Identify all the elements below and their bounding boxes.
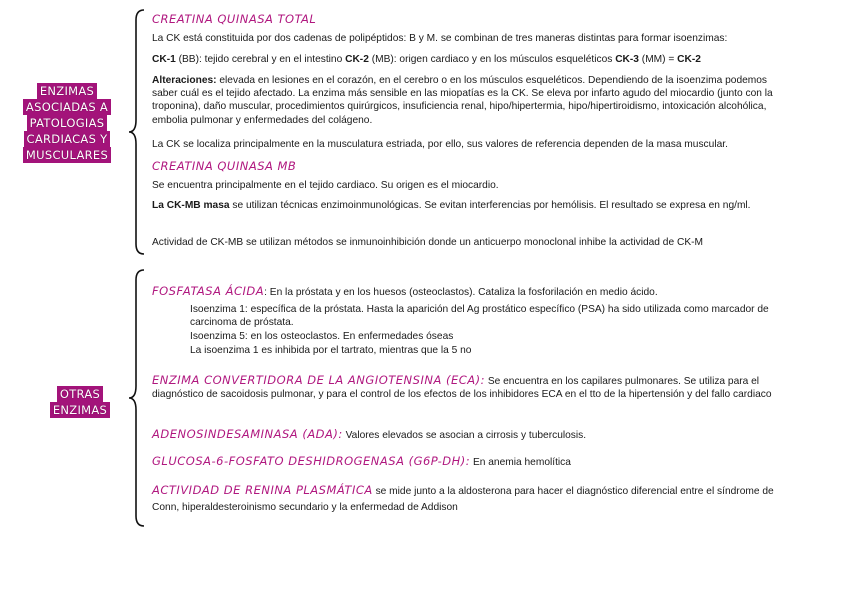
fosfatasa-title: FOSFATASA ÁCIDA (152, 284, 265, 298)
ck-total-intro: La CK está constituida por dos cadenas de polipéptidos: B y M. se combinan de tres maneras distintas para formar isoenzimas: (152, 33, 728, 44)
g6pdh-block (152, 455, 792, 469)
label-line: OTRAS (57, 386, 103, 402)
fosfatasa-iso1: Isoenzima 1: específica de la próstata. Hasta la aparición del Ag prostático específico (PSA) ha sido utilizada como marcador de carcinoma de próstata. (190, 304, 769, 329)
brace-bottom (128, 268, 146, 528)
label-line: ENZIMAS (37, 83, 97, 99)
label-line: PATOLOGIAS (27, 115, 108, 131)
renina-title: ACTIVIDAD DE RENINA PLASMÁTICA (152, 483, 373, 497)
alteraciones-text: elevada en lesiones en el corazón, en el cerebro o en los músculos esqueléticos. Dependiendo de la isoenzima podemos saber cuál es el tejido afectado. La enzima más sensible en las miopatías es la CK. Se eleva por infarto agudo del miocardio (junto con la troponina), daño muscular, procedimientos quirúrgicos, insuficiencia renal, hipo/hipertermia, hipo/hipertiroidismo, intoxicación alcohólica, embolia pulmonar y enfermedades del colágeno. (152, 75, 773, 126)
ck-mb-masa-label: La CK-MB masa (152, 200, 230, 211)
ck2-text: (MB): origen cardiaco y en los músculos esqueléticos (368, 54, 616, 65)
ck3-eq: CK-2 (677, 54, 701, 65)
ck2-label: CK-2 (345, 54, 369, 65)
ck-location: La CK se localiza principalmente en la musculatura estriada, por ello, sus valores de referencia dependen de la masa muscular. (152, 139, 728, 150)
label-line: ENZIMAS (50, 402, 110, 418)
ada-title: ADENOSINDESAMINASA (ADA): (152, 427, 343, 441)
eca-block (152, 374, 792, 401)
label-line: MUSCULARES (23, 147, 111, 163)
label-line: ASOCIADAS A (23, 99, 111, 115)
g6pdh-title: GLUCOSA-6-FOSFATO DESHIDROGENASA (G6P-DH): (152, 454, 471, 468)
ada-text: Valores elevados se asocian a cirrosis y tuberculosis. (342, 430, 587, 441)
ck-mb-activity: Actividad de CK-MB se utilizan métodos se inmunoinhibición donde un anticuerpo monoclonal inhibe la actividad de CK-M (152, 237, 704, 248)
eca-text: Se encuentra en los capilares pulmonares. Se utiliza para el diagnóstico de sacoidosis pulmonar, y para el control de los efectos de los inhibidores ECA en el tto de la hipertensión y del fallo cardiaco (152, 376, 772, 401)
brace-top (128, 8, 146, 256)
ck-isoenzymes (152, 53, 792, 66)
ck3-text: (MM) = (638, 54, 678, 65)
ck-total-title: CREATINA QUINASA TOTAL (152, 12, 317, 26)
ck-mb-masa (152, 199, 792, 212)
fosfatasa-block (152, 285, 792, 299)
ck-mb-origin: Se encuentra principalmente en el tejido cardiaco. Su origen es el miocardio. (152, 180, 499, 191)
ck1-label: CK-1 (152, 54, 176, 65)
ck-alteraciones (152, 74, 792, 127)
label-enzimas-asociadas (14, 83, 120, 163)
renina-text: se mide junto a la aldosterona para hacer el diagnóstico diferencial entre el síndrome de Conn, hiperaldesteroinismo secundario y la enfermedad de Addison (152, 486, 774, 513)
ck3-label: CK-3 (615, 54, 639, 65)
g6pdh-text: En anemia hemolítica (470, 457, 571, 468)
alteraciones-label: Alteraciones: (152, 75, 217, 86)
label-line: CARDIACAS Y (24, 131, 111, 147)
ck-mb-masa-text: se utilizan técnicas enzimoinmunológicas. Se evitan interferencias por hemólisis. El resultado se expresa en ng/ml. (229, 200, 751, 211)
label-otras-enzimas (40, 386, 120, 418)
eca-title: ENZIMA CONVERTIDORA DE LA ANGIOTENSINA (ECA): (152, 373, 485, 387)
ck1-text: (BB): tejido cerebral y en el intestino (175, 54, 346, 65)
fosfatasa-text: : En la próstata y en los huesos (osteoclastos). Cataliza la fosforilación en medio ácido. (264, 287, 658, 298)
ada-block (152, 428, 792, 442)
ck-mb-title: CREATINA QUINASA MB (152, 159, 297, 173)
fosfatasa-tartrato: La isoenzima 1 es inhibida por el tartrato, mientras que la 5 no (190, 345, 472, 356)
renina-block (152, 482, 792, 516)
fosfatasa-iso5: Isoenzima 5: en los osteoclastos. En enfermedades óseas (190, 331, 454, 342)
